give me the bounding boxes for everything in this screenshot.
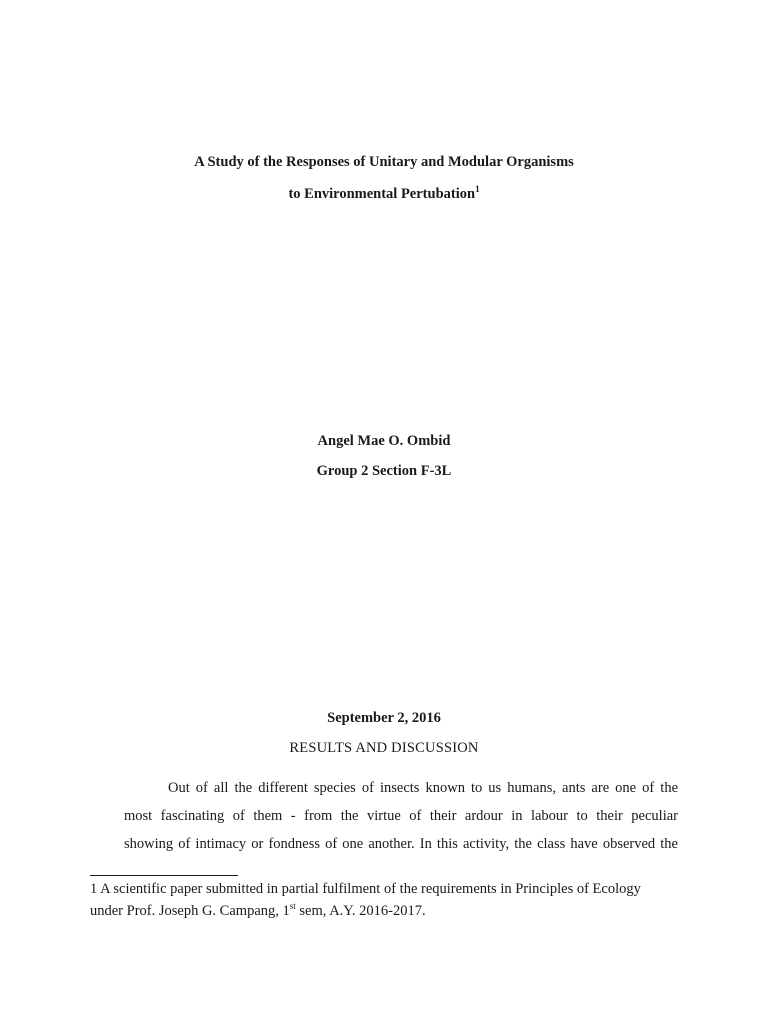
author-name-text: Angel Mae O. Ombid xyxy=(317,433,451,449)
author-group-text: Group 2 Section F-3L xyxy=(316,463,452,479)
submission-date-text: September 2, 2016 xyxy=(327,710,441,726)
section-heading-text: RESULTS AND DISCUSSION xyxy=(289,740,479,756)
footnote-line-2-prefix: under Prof. Joseph G. Campang, 1 xyxy=(90,903,290,919)
body-line-1: Out of all the different species of insects known to us humans, ants are one of the xyxy=(168,780,678,796)
author-group xyxy=(0,463,768,480)
author-name xyxy=(0,433,768,450)
section-heading xyxy=(0,740,768,757)
paper-title-line-1-text: A Study of the Responses of Unitary and Modular Organisms xyxy=(194,154,574,170)
title-footnote-marker: 1 xyxy=(475,184,480,194)
footnote-separator xyxy=(90,875,238,876)
footnote-line-2-suffix: sem, A.Y. 2016-2017. xyxy=(295,903,426,919)
footnote-line-2 xyxy=(90,900,670,922)
body-paragraph xyxy=(124,774,678,858)
paper-title-line-2 xyxy=(0,186,768,203)
footnote-line-1: 1 A scientific paper submitted in partial fulfilment of the requirements in Principles of Ecology xyxy=(90,881,641,897)
body-line-2: most fascinating of them - from the virtue of their ardour in labour to their peculiar xyxy=(124,808,678,824)
submission-date xyxy=(0,710,768,727)
paper-title-line-1 xyxy=(0,154,768,171)
paper-title-line-2-text: to Environmental Pertubation xyxy=(288,186,476,202)
footnote xyxy=(90,878,670,922)
footnote-ordinal-suffix: st xyxy=(289,901,296,911)
body-line-3: showing of intimacy or fondness of one another. In this activity, the class have observed the xyxy=(124,836,678,852)
